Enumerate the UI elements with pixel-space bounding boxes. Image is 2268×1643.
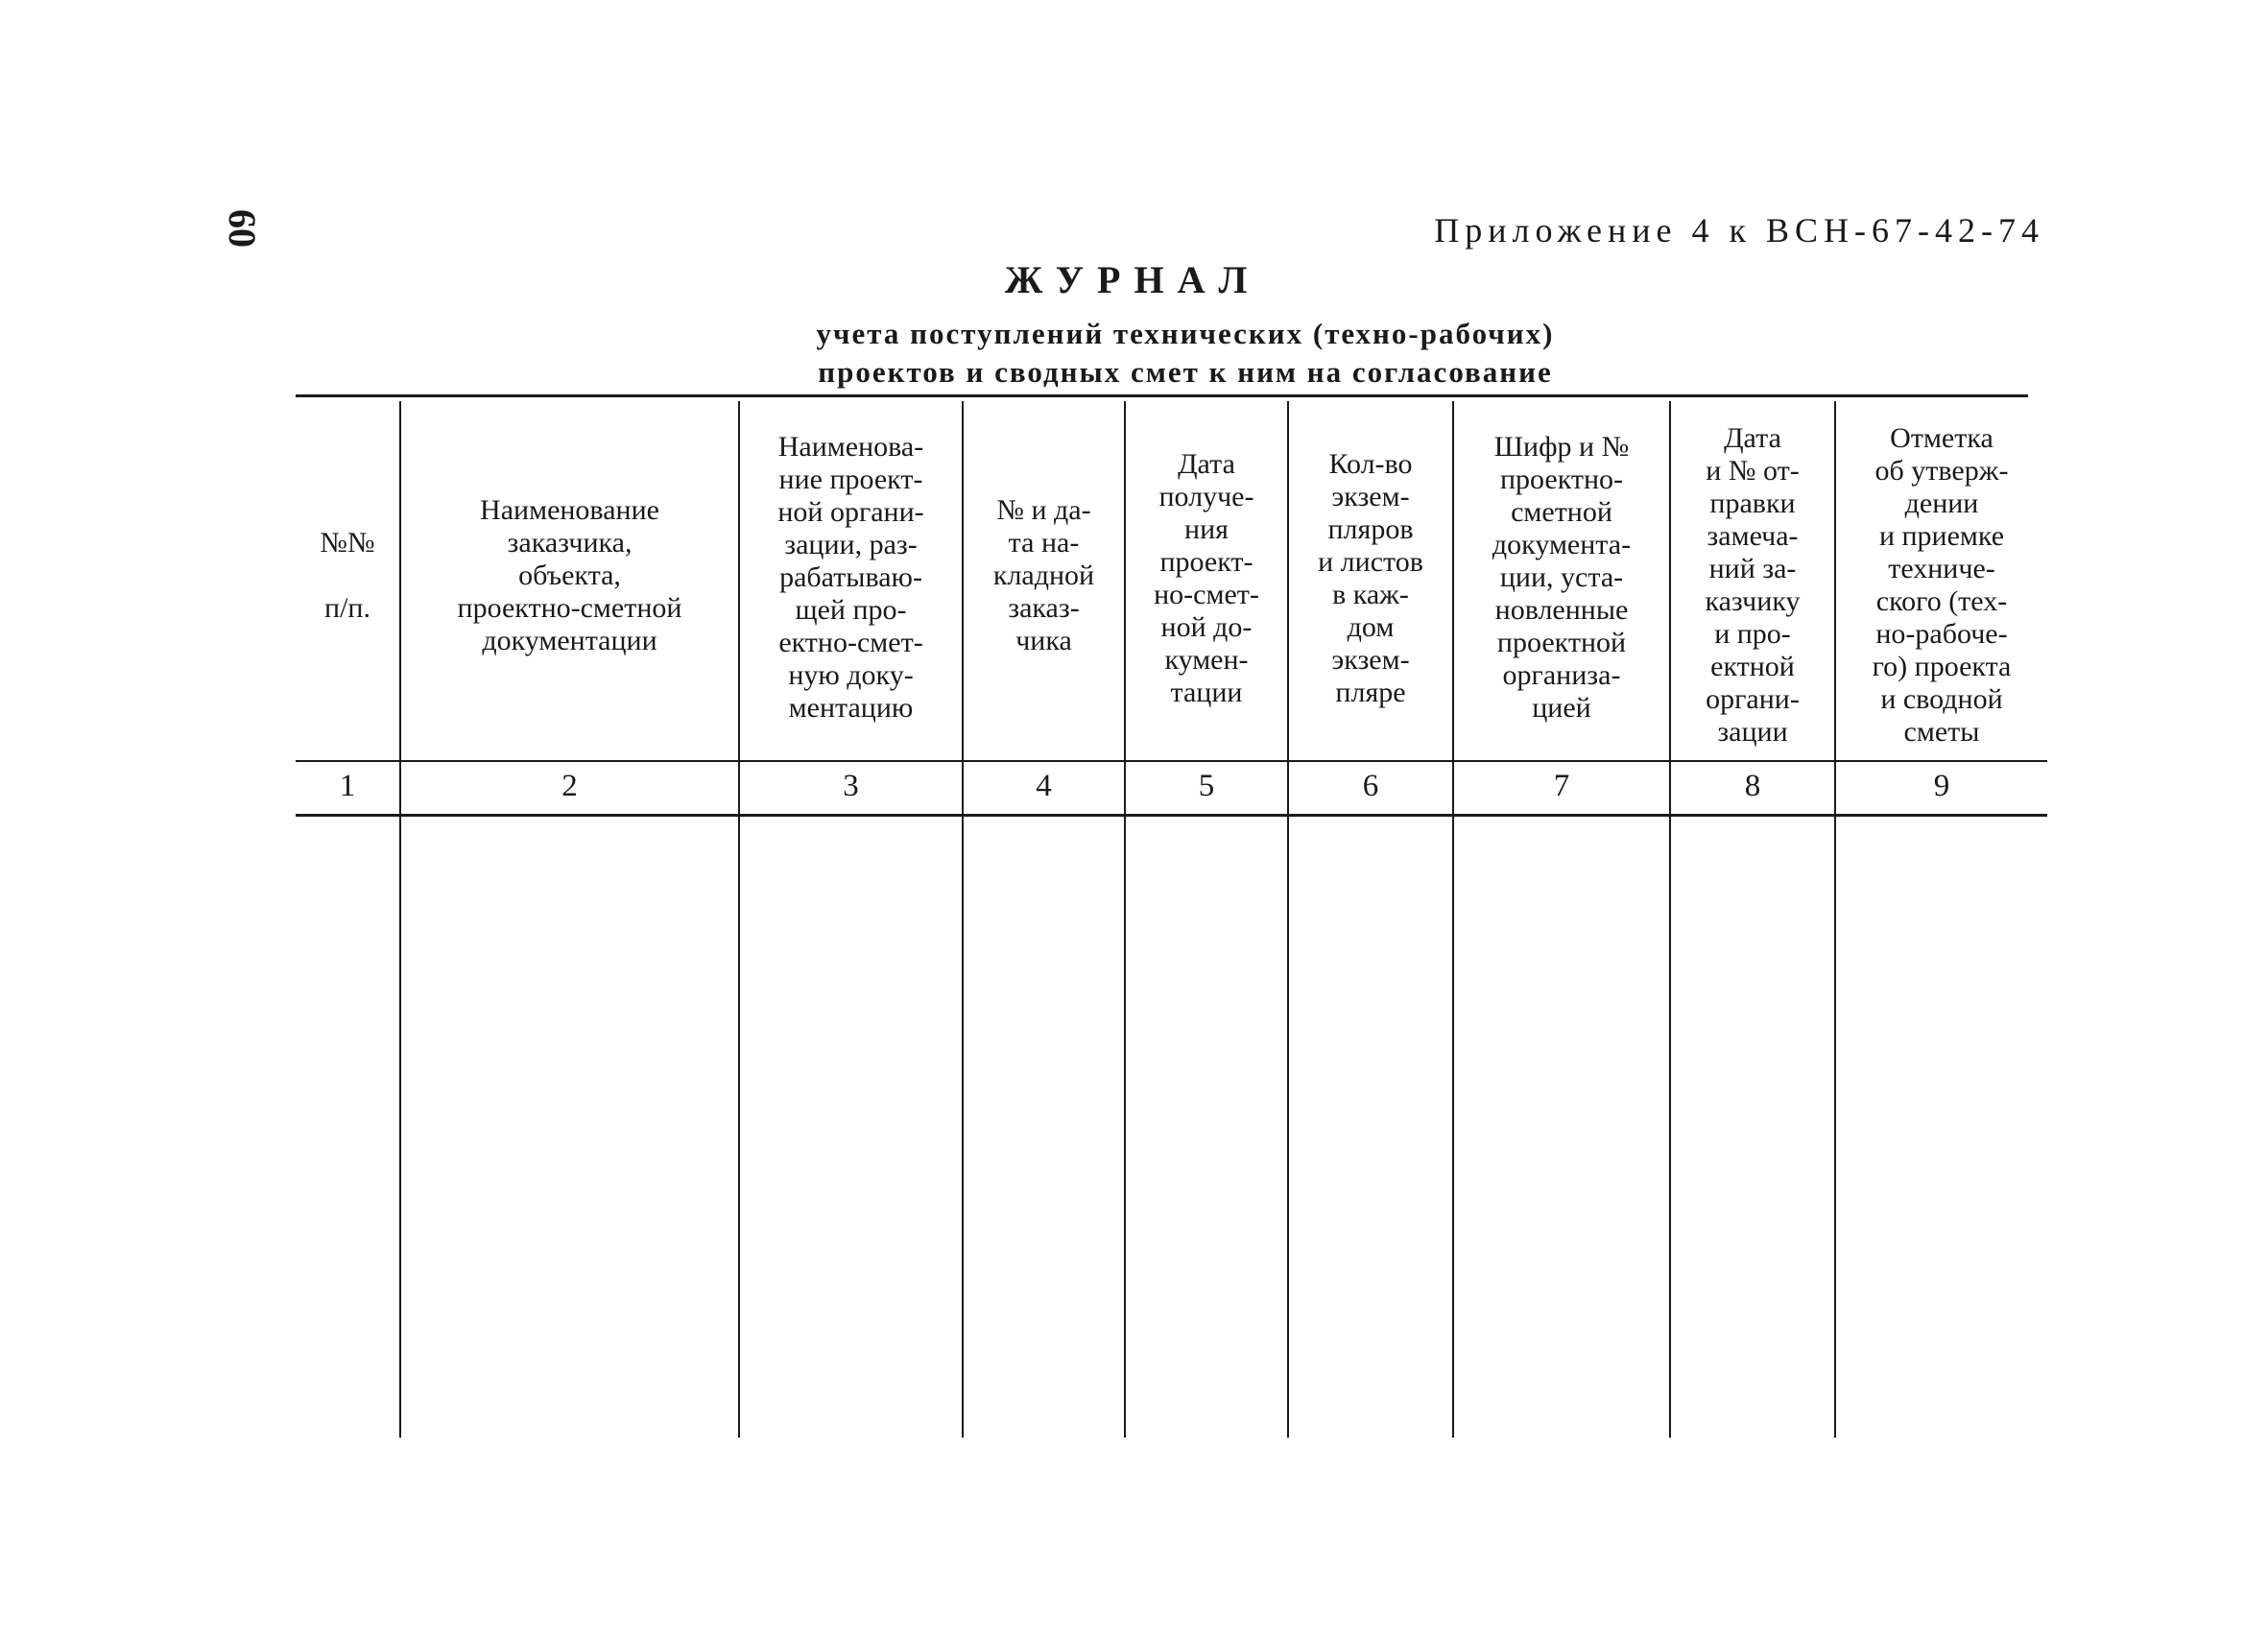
document-subtitle bbox=[537, 315, 1833, 392]
column-header-2: Наименование заказчика, объекта, проектно-сметной документации bbox=[457, 494, 682, 656]
column-header-5: Дата получе- ния проект- но-смет- ной до- кумен- тации bbox=[1154, 448, 1259, 708]
page-number: 60 bbox=[221, 209, 264, 248]
header-bottom-rule bbox=[296, 760, 2047, 762]
column-number-1: 1 bbox=[339, 769, 356, 803]
column-header-6: Кол-во экзем- пляров и листов в каж- дом экзем- пляре bbox=[1318, 448, 1423, 708]
document-title: ЖУРНАЛ bbox=[1004, 258, 1261, 301]
column-header-4: № и да- та на- кладной заказ- чика bbox=[992, 494, 1095, 656]
subtitle-line-2: проектов и сводных смет к ним на согласование bbox=[818, 355, 1553, 389]
numbers-bottom-rule bbox=[296, 814, 2047, 817]
column-number-5: 5 bbox=[1198, 769, 1215, 803]
column-number-7: 7 bbox=[1553, 769, 1570, 803]
column-number-8: 8 bbox=[1744, 769, 1761, 803]
column-header-3: Наименова- ние проект- ной органи- зации, раз- рабатываю- щей про- ектно-смет- ную доку- ментацию bbox=[777, 431, 924, 724]
column-number-4: 4 bbox=[1036, 769, 1052, 803]
column-header-8: Дата и № от- правки замеча- ний за- казчику и про- ектной органи- зации bbox=[1705, 422, 1801, 748]
column-number-6: 6 bbox=[1362, 769, 1379, 803]
column-number-3: 3 bbox=[843, 769, 859, 803]
table-top-rule bbox=[296, 394, 2028, 397]
column-header-7: Шифр и № проектно- сметной документа- ции, уста- новленные проектной организа- цией bbox=[1492, 431, 1632, 724]
appendix-reference: Приложение 4 к ВСН-67-42-74 bbox=[1434, 211, 2044, 250]
column-number-9: 9 bbox=[1933, 769, 1950, 803]
column-header-9: Отметка об утверж- дении и приемке техниче- ского (тех- но-рабоче- го) проекта и сводной сметы bbox=[1872, 422, 2012, 748]
column-number-2: 2 bbox=[561, 769, 578, 803]
column-header-1: №№ п/п. bbox=[320, 527, 375, 624]
subtitle-line-1: учета поступлений технических (техно-рабочих) bbox=[816, 317, 1555, 350]
